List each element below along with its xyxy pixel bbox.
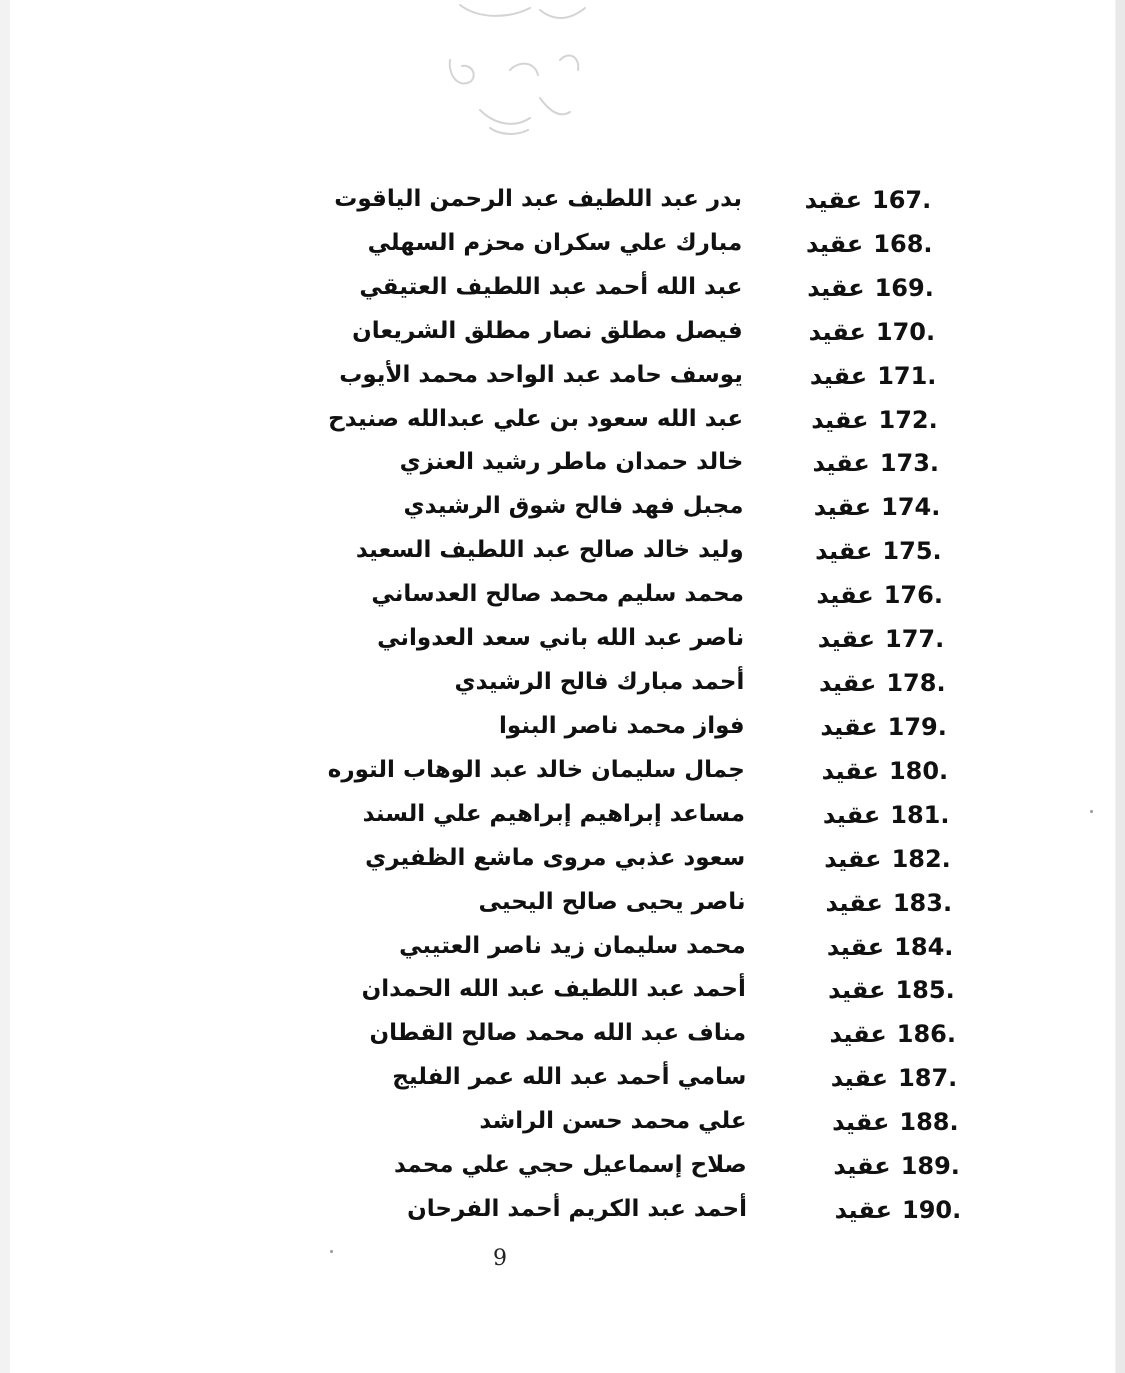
list-item <box>10 493 1115 533</box>
list-item <box>10 362 1115 402</box>
entry-number: 169. <box>874 273 934 302</box>
page-edge <box>1116 0 1125 1373</box>
entry-number: 186. <box>896 1020 956 1049</box>
entry-name: خالد حمدان ماطر رشيد العنزي <box>399 449 744 476</box>
entry-name: عبد الله أحمد عبد اللطيف العتيقي <box>359 273 743 300</box>
entry-number: 190. <box>902 1196 962 1224</box>
entry-rank: عقيد <box>821 756 879 785</box>
entry-number: 170. <box>875 317 936 346</box>
entry-rank: عقيد <box>833 1152 891 1181</box>
list-item <box>10 933 1115 973</box>
entry-rank: عقيد <box>834 1196 892 1224</box>
entry-number: 172. <box>878 405 938 434</box>
entry-rank: عقيد <box>829 1020 887 1049</box>
list-item <box>10 318 1115 358</box>
entry-name: يوسف حامد عبد الواحد محمد الأيوب <box>339 361 743 388</box>
entry-number: 182. <box>891 844 951 873</box>
list-item <box>10 1020 1115 1060</box>
entry-name: مساعد إبراهيم إبراهيم علي السند <box>362 800 746 827</box>
list-item <box>10 669 1115 709</box>
list-item <box>10 1108 1115 1148</box>
entry-number: 178. <box>886 669 946 698</box>
entry-number: 189. <box>900 1152 960 1181</box>
entry-rank: عقيد <box>807 273 865 302</box>
entry-number: 179. <box>887 712 947 741</box>
list-item <box>10 449 1115 489</box>
list-item <box>10 713 1115 753</box>
entry-name: مجبل فهد فالح شوق الرشيدي <box>403 493 744 520</box>
entry-name: وليد خالد صالح عبد اللطيف السعيد <box>355 537 744 564</box>
faded-stamp-seal <box>420 0 620 145</box>
entry-name: سامي أحمد عبد الله عمر الفليج <box>392 1064 747 1091</box>
entry-number: 176. <box>883 581 943 610</box>
entry-name: أحمد مبارك فالح الرشيدي <box>454 669 745 696</box>
list-item <box>10 274 1115 314</box>
list-item <box>10 845 1115 885</box>
entry-rank: عقيد <box>809 361 868 390</box>
list-item <box>10 186 1115 226</box>
entry-rank: عقيد <box>820 712 878 741</box>
entry-number: 183. <box>892 888 953 917</box>
list-item <box>10 889 1115 929</box>
list-item <box>10 801 1115 841</box>
entry-name: ناصر عبد الله باني سعد العدواني <box>377 625 745 652</box>
entry-number: 188. <box>899 1108 959 1137</box>
entry-number: 180. <box>888 756 949 785</box>
entry-name: مبارك علي سكران محزم السهلي <box>367 229 743 256</box>
page-number: 9 <box>493 1246 507 1271</box>
entry-rank: عقيد <box>822 800 881 829</box>
entry-number: 187. <box>898 1064 958 1093</box>
list-item <box>10 1064 1115 1104</box>
list-item <box>10 581 1115 621</box>
list-item <box>10 1196 1115 1236</box>
entry-name: مناف عبد الله محمد صالح القطان <box>369 1020 747 1047</box>
entry-number: 181. <box>890 800 950 829</box>
entry-name: صلاح إسماعيل حجي علي محمد <box>393 1152 747 1179</box>
entry-name: علي محمد حسن الراشد <box>479 1108 747 1135</box>
document-page <box>10 0 1115 1373</box>
entry-number: 184. <box>894 932 954 961</box>
entry-name: محمد سليم محمد صالح العدساني <box>371 581 744 608</box>
entry-number: 174. <box>881 493 941 522</box>
entry-rank: عقيد <box>815 537 873 566</box>
entry-rank: عقيد <box>826 932 885 961</box>
entry-rank: عقيد <box>805 229 864 258</box>
entry-rank: عقيد <box>804 186 862 214</box>
entry-rank: عقيد <box>828 976 886 1005</box>
list-item <box>10 230 1115 270</box>
entry-name: سعود عذبي مروى ماشع الظفيري <box>365 844 746 871</box>
entry-rank: عقيد <box>819 669 877 698</box>
list-item <box>10 1152 1115 1192</box>
entry-name: محمد سليمان زيد ناصر العتيبي <box>399 932 746 959</box>
entry-number: 168. <box>873 229 933 258</box>
entry-name: فيصل مطلق نصار مطلق الشريعان <box>352 317 743 344</box>
entry-name: أحمد عبد اللطيف عبد الله الحمدان <box>361 976 746 1003</box>
entry-rank: عقيد <box>825 888 883 917</box>
list-item <box>10 757 1115 797</box>
list-item <box>10 625 1115 665</box>
list-item <box>10 406 1115 446</box>
entry-number: 177. <box>885 625 945 654</box>
entry-rank: عقيد <box>832 1108 890 1137</box>
entry-rank: عقيد <box>812 449 870 478</box>
entry-name: جمال سليمان خالد عبد الوهاب التوره <box>327 756 745 783</box>
entry-rank: عقيد <box>824 844 882 873</box>
entry-name: فواز محمد ناصر البنوا <box>499 712 745 739</box>
entry-name: أحمد عبد الكريم أحمد الفرحان <box>407 1196 747 1222</box>
list-item <box>10 537 1115 577</box>
entry-name: ناصر يحيى صالح اليحيى <box>478 888 746 915</box>
entry-rank: عقيد <box>816 581 874 610</box>
scan-speck <box>330 1250 333 1253</box>
entry-number: 171. <box>877 361 937 390</box>
entry-number: 185. <box>895 976 955 1005</box>
entry-rank: عقيد <box>808 317 866 346</box>
entry-name: عبد الله سعود بن علي عبدالله صنيدح <box>328 405 744 432</box>
entry-number: 175. <box>882 537 942 566</box>
entry-rank: عقيد <box>811 405 869 434</box>
list-item <box>10 976 1115 1016</box>
entry-number: 173. <box>879 449 940 478</box>
scan-speck <box>1090 810 1093 813</box>
entry-rank: عقيد <box>817 625 876 654</box>
entry-rank: عقيد <box>830 1064 889 1093</box>
entry-name: بدر عبد اللطيف عبد الرحمن الياقوت <box>334 186 742 212</box>
entry-number: 167. <box>872 186 932 214</box>
entry-rank: عقيد <box>813 493 872 522</box>
